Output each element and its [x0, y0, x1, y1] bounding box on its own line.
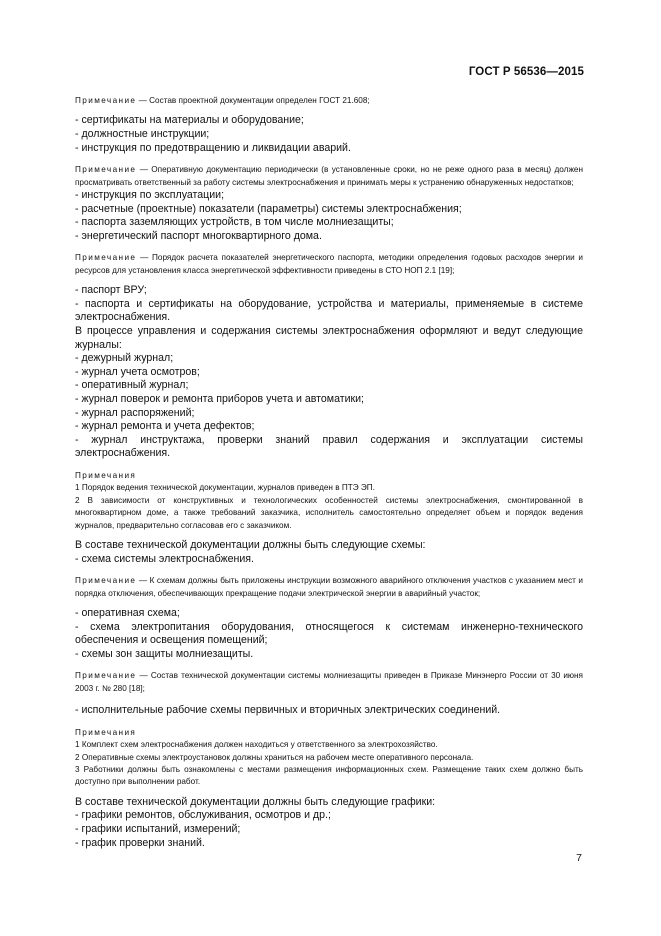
list-item: - инструкция по предотвращению и ликвидации аварий. — [75, 141, 351, 154]
list-item: - схема системы электроснабжения. — [75, 552, 254, 565]
list-item: - журнал распоряжений; — [75, 406, 195, 419]
list-item: - должностные инструкции; — [75, 128, 210, 140]
list-4 — [75, 352, 583, 461]
list-6 — [75, 607, 583, 661]
list-item: - исполнительные рабочие схемы первичных и вторичных электрических соединений. — [75, 704, 501, 717]
list-1 — [75, 114, 583, 155]
paragraph-journals: В процессе управления и содержания системы электроснабжения оформляют и ведут следующие журналы: — [75, 324, 583, 351]
list-3 — [75, 284, 583, 325]
list-item: - паспорта и сертификаты на оборудование, устройства и материалы, применяемые в системе электроснабжения. — [75, 297, 583, 324]
list-item: - дежурный журнал; — [75, 352, 174, 365]
note-lead: Примечания — [75, 470, 137, 480]
list-2 — [75, 189, 583, 243]
note-lead: Примечание — [75, 576, 137, 586]
note-text: — Состав технической документации системы молниезащиты приведен в Приказе Минэнерго России от 30 июня 2003 г. № 280 [18]; — [75, 671, 583, 693]
list-item: - оперативная схема; — [75, 606, 180, 619]
list-7 — [75, 704, 583, 718]
paragraph-schedules: В составе технической документации должны быть следующие графики: — [75, 795, 436, 808]
note-lead: Примечание — [75, 165, 137, 175]
list-item: - схема электропитания оборудования, относящегося к системам инженерно-технического обеспечения и освещения помещений; — [75, 620, 583, 647]
list-item: - паспорт ВРУ; — [75, 284, 147, 297]
note-5 — [75, 575, 583, 600]
list-item: - паспорта заземляющих устройств, в том числе молниезащиты; — [75, 216, 394, 229]
list-item: - журнал ремонта и учета дефектов; — [75, 420, 255, 433]
list-item: - графики испытаний, измерений; — [75, 822, 241, 835]
list-item: - энергетический паспорт многоквартирного дома. — [75, 229, 322, 242]
note-lead: Примечания — [75, 727, 137, 737]
note-7-item: 2 Оперативные схемы электроустановок должны храниться на рабочем месте оперативного персонала. — [75, 752, 474, 762]
note-text: — Состав проектной документации определен ГОСТ 21.608; — [136, 96, 370, 105]
list-8 — [75, 809, 583, 850]
note-text: — Порядок расчета показателей энергетического паспорта, методики определения годовых расходов энергии и ресурсов для установления класса энергетической эффективности приведены в СТО НОП 2.1 [19]; — [75, 253, 583, 275]
note-3 — [75, 252, 583, 277]
list-item: - оперативный журнал; — [75, 379, 189, 392]
note-lead: Примечание — [75, 671, 137, 681]
list-item: - журнал учета осмотров; — [75, 365, 200, 378]
note-lead: Примечание — [75, 96, 137, 105]
note-text: — Оперативную документацию периодически (в установленные сроки, но не реже одного раза в месяц) должен просматривать ответственный за работу системы электроснабжения и принимать меры к устранению обнаруженных недостатков; — [75, 165, 583, 187]
note-2 — [75, 164, 583, 189]
list-item: - график проверки знаний. — [75, 836, 205, 849]
note-7-item: 3 Работники должны быть ознакомлены с местами размещения информационных схем. Размещение таких схем должно быть доступно при выполнении работ. — [75, 764, 583, 787]
standard-header: ГОСТ Р 56536—2015 — [468, 66, 584, 78]
note-1 — [75, 95, 583, 107]
list-item: - сертификаты на материалы и оборудование; — [75, 114, 304, 127]
list-item: - схемы зон защиты молниезащиты. — [75, 647, 254, 660]
note-6 — [75, 670, 583, 695]
note-7-item: 1 Комплект схем электроснабжения должен находиться у ответственного за электрохозяйство. — [75, 740, 438, 750]
note-4-item: 1 Порядок ведения технической документации, журналов приведен в ПТЭ ЭП. — [75, 483, 375, 493]
list-item: - графики ремонтов, обслуживания, осмотров и др.; — [75, 809, 331, 822]
list-5 — [75, 553, 583, 567]
note-lead: Примечание — [75, 253, 137, 263]
page-number: 7 — [576, 852, 582, 864]
note-7-heading — [75, 727, 583, 739]
paragraph-schemes: В составе технической документации должны быть следующие схемы: — [75, 538, 426, 551]
list-item: - инструкция по эксплуатации; — [75, 189, 225, 201]
document-body — [75, 95, 583, 850]
note-4-item: 2 В зависимости от конструктивных и технологических особенностей системы электроснабжения, смонтированной в многоквартирном доме, а также требований заказчика, исполнитель самостоятельно определяет объем и порядок ведения журналов, предварительно согласовав его с заказчиком. — [75, 495, 583, 530]
list-item: - журнал инструктажа, проверки знаний правил содержания и эксплуатации системы электроснабжения. — [75, 433, 583, 460]
note-text: — К схемам должны быть приложены инструкции возможного аварийного отключения участков с указанием мест и порядка отключения, обеспечивающих прекращение подачи электрической энергии в аварийный участок; — [75, 576, 583, 598]
list-item: - журнал поверок и ремонта приборов учета и автоматики; — [75, 392, 365, 405]
list-item: - расчетные (проектные) показатели (параметры) системы электроснабжения; — [75, 202, 462, 215]
note-4-heading — [75, 470, 583, 482]
